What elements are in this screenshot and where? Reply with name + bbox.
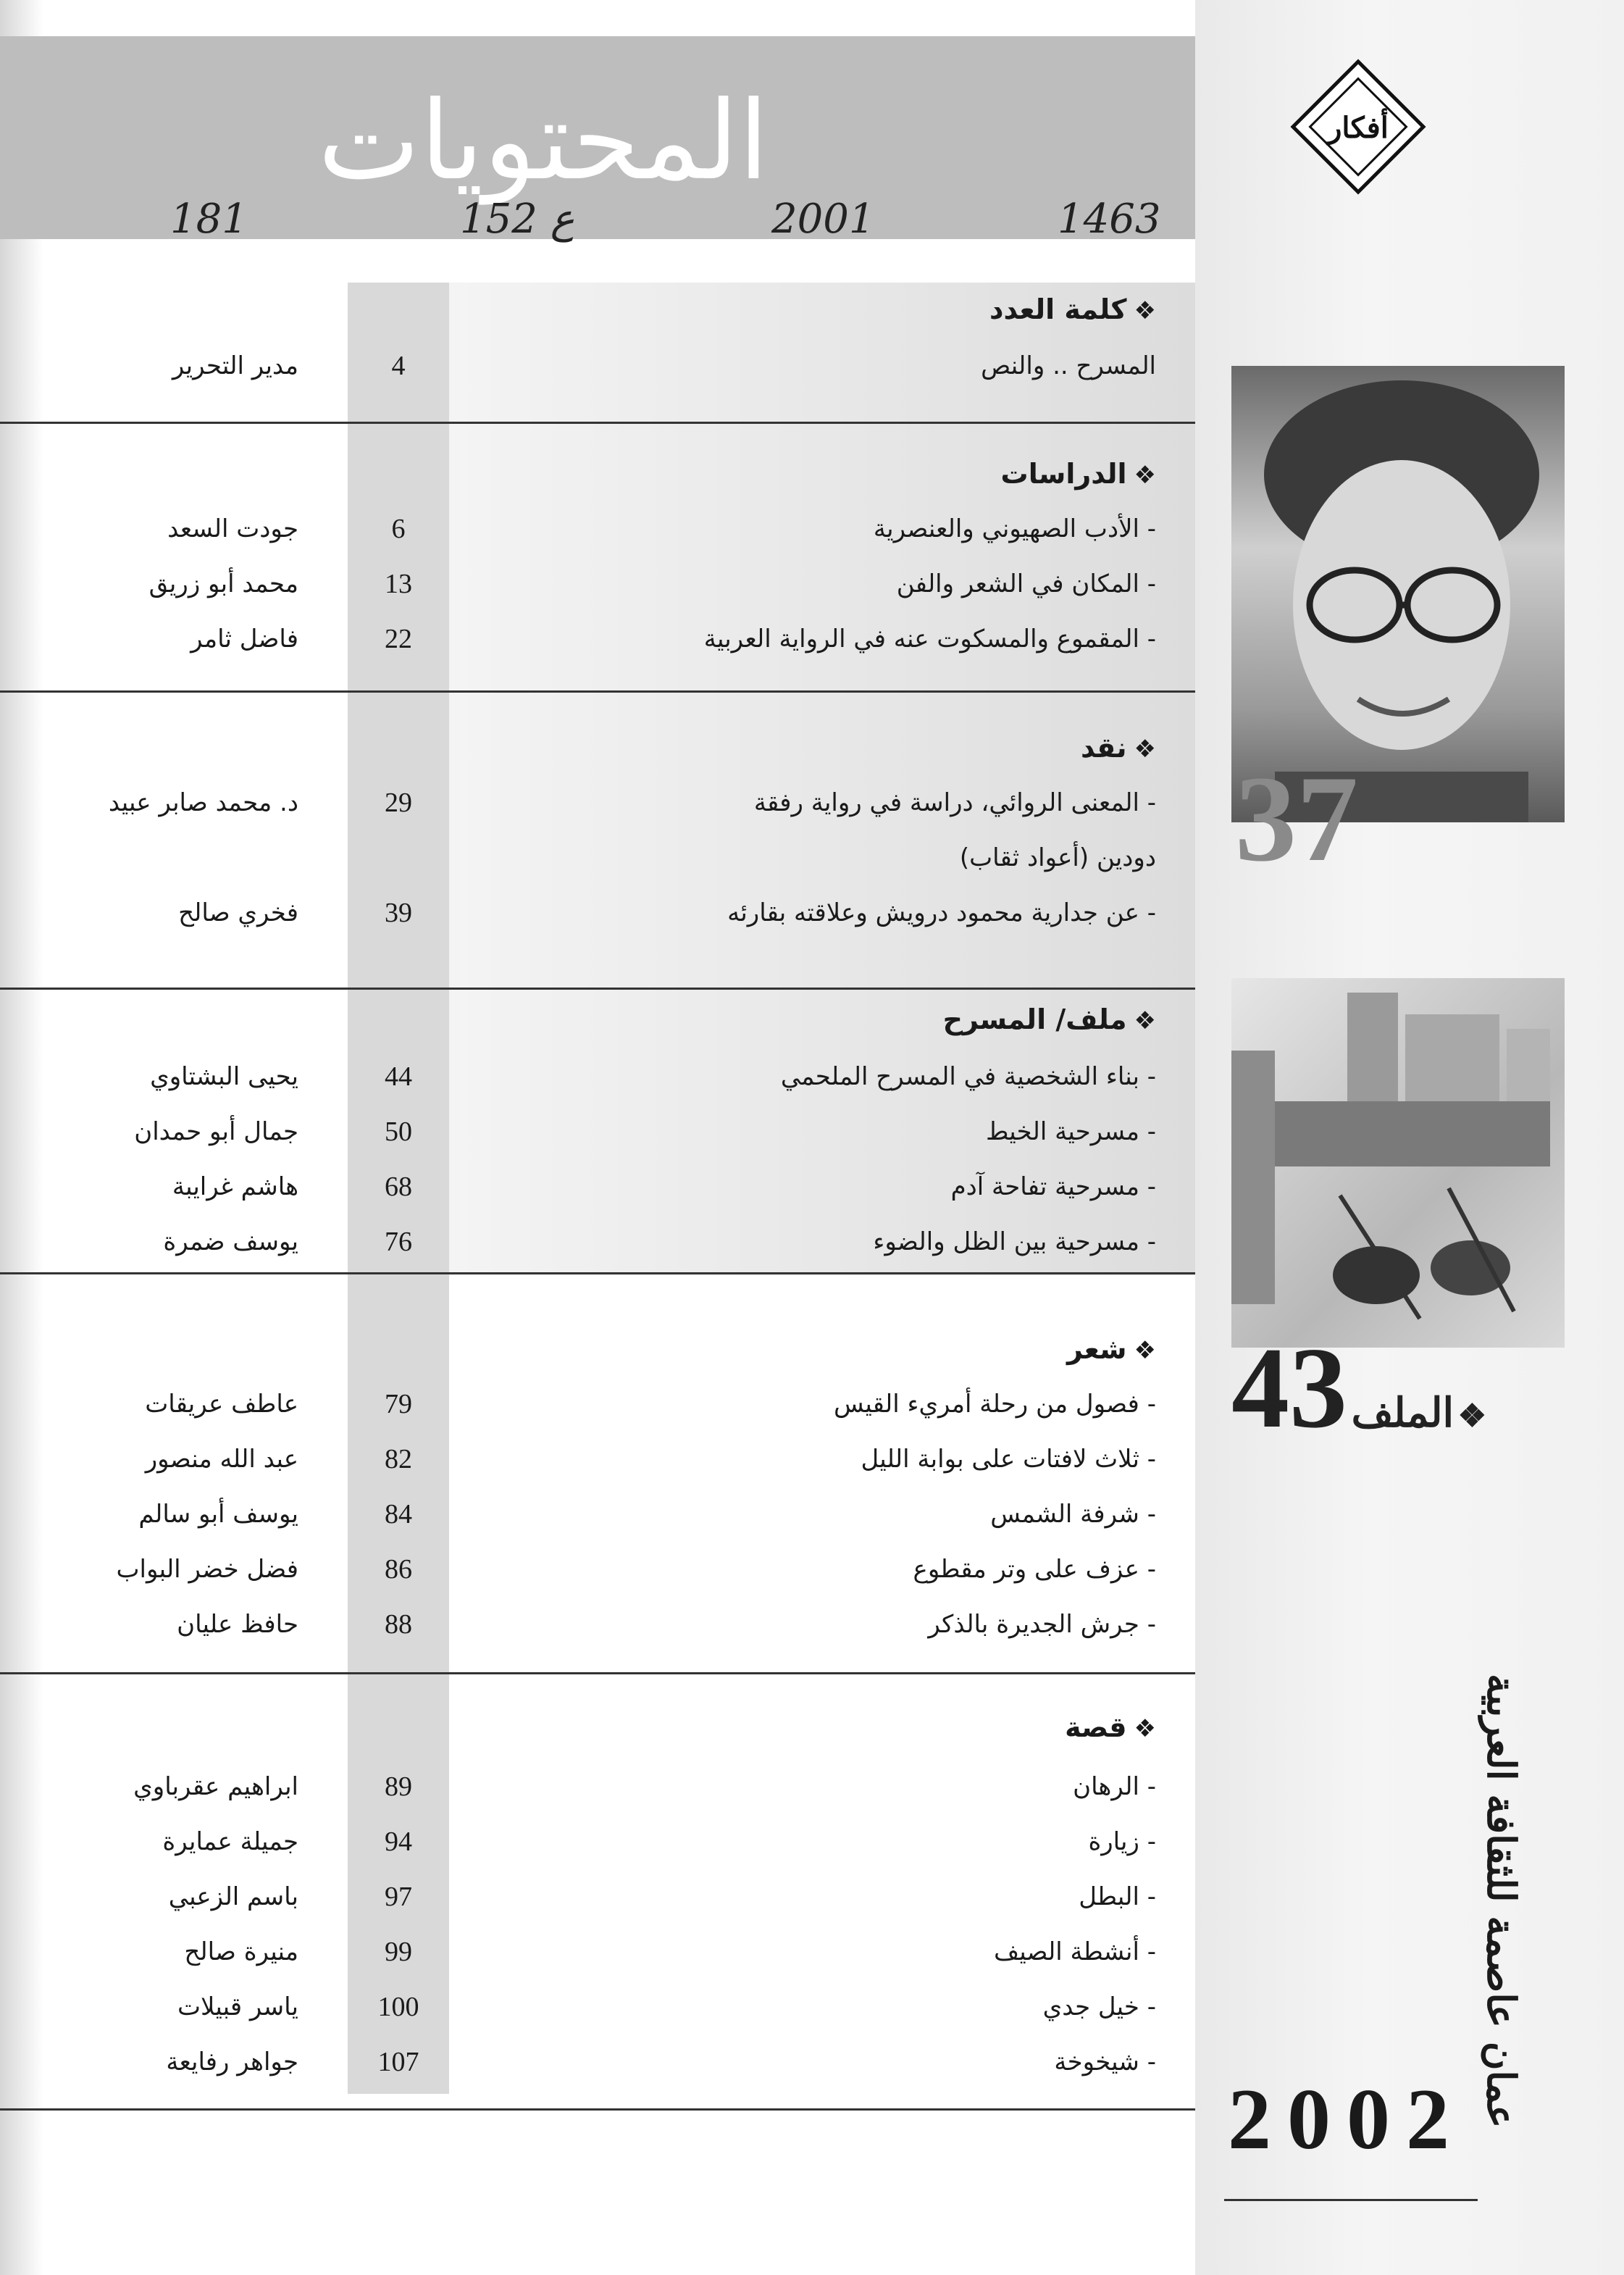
page-shadow	[0, 0, 43, 2275]
toc-item-author: عبد الله منصور	[145, 1445, 298, 1474]
toc-item-author: د. محمد صابر عبيد	[108, 788, 298, 817]
toc-item-title: - مسرحية تفاحة آدم	[950, 1172, 1156, 1201]
toc-item-title: - البطل	[1079, 1882, 1156, 1911]
diamond-bullet-icon: ❖	[1134, 1714, 1156, 1743]
handwritten-note-1: 1463	[1058, 196, 1161, 243]
toc-item-page: 84	[385, 1499, 412, 1529]
toc-item-page: 99	[385, 1937, 412, 1967]
toc-item-title: - شيخوخة	[1054, 2048, 1156, 2076]
portrait-page-number: 37	[1235, 751, 1358, 887]
section-title-studies: ❖الدراسات	[1000, 458, 1156, 490]
section-divider	[0, 690, 1195, 693]
toc-item-page: 79	[385, 1389, 412, 1419]
toc-item-page: 68	[385, 1172, 412, 1202]
toc-item-title: المسرح .. والنص	[981, 351, 1156, 380]
toc-item-page: 97	[385, 1882, 412, 1912]
toc-item-page: 76	[385, 1227, 412, 1257]
toc-item-author: حافظ عليان	[177, 1610, 298, 1639]
handwritten-note-3: ع 152	[460, 196, 575, 243]
toc-item-title: - بناء الشخصية في المسرح الملحمي	[780, 1062, 1156, 1091]
magazine-logo	[1289, 58, 1427, 196]
toc-item-author: مدير التحرير	[172, 351, 298, 380]
toc-item-title: - جرش الجديرة بالذكر	[928, 1610, 1156, 1639]
toc-item-page: 86	[385, 1554, 412, 1585]
toc-item-title: - زيارة	[1088, 1827, 1156, 1856]
toc-item-author: منيرة صالح	[184, 1937, 298, 1966]
toc-item-page: 89	[385, 1771, 412, 1802]
section-divider	[0, 1272, 1195, 1274]
section-divider	[0, 422, 1195, 424]
section-title-poetry: ❖شعر	[1067, 1333, 1156, 1365]
toc-item-title-continued: دودين (أعواد ثقاب)	[959, 843, 1156, 872]
toc-item-title: - المعنى الروائي، دراسة في رواية رفقة	[753, 788, 1156, 817]
toc-item-title: - شرفة الشمس	[990, 1500, 1156, 1529]
section-title-stories: ❖قصة	[1065, 1711, 1156, 1743]
toc-item-author: فخري صالح	[178, 898, 298, 927]
toc-item-author: يحيى البشتاوي	[150, 1062, 298, 1091]
toc-item-page: 39	[385, 898, 412, 928]
diamond-bullet-icon: ❖	[1134, 735, 1156, 764]
handwritten-note-4: 181	[170, 196, 248, 243]
toc-item-title: - مسرحية الخيط	[986, 1117, 1156, 1146]
toc-item-page: 29	[385, 788, 412, 818]
diamond-bullet-icon: ❖	[1457, 1398, 1487, 1435]
section-divider	[0, 988, 1195, 990]
toc-item-author: محمد أبو زريق	[148, 569, 298, 598]
section-title-editorial: ❖كلمة العدد	[989, 293, 1156, 325]
file-page-number: 43	[1231, 1323, 1347, 1452]
toc-item-author: جودت السعد	[167, 514, 298, 543]
toc-item-title: - الأدب الصهيوني والعنصرية	[873, 514, 1156, 543]
toc-item-author: يوسف ضمرة	[163, 1227, 298, 1256]
toc-item-author: جميلة عمايرة	[162, 1827, 298, 1856]
toc-item-author: فاضل ثامر	[191, 625, 298, 654]
sidebar-rule	[1224, 2199, 1478, 2201]
toc-item-page: 94	[385, 1827, 412, 1857]
toc-item-page: 100	[377, 1992, 419, 2022]
page-title: المحتويات	[317, 78, 769, 204]
section-divider	[0, 1672, 1195, 1674]
section-title-criticism: ❖نقد	[1080, 732, 1156, 764]
toc-item-author: ياسر قبيلات	[177, 1992, 298, 2021]
toc-item-page: 82	[385, 1444, 412, 1474]
toc-item-author: فضل خضر البواب	[116, 1555, 298, 1584]
toc-item-title: - مسرحية بين الظل والضوء	[873, 1227, 1156, 1256]
year-label: 2002	[1228, 2071, 1465, 2167]
toc-item-page: 50	[385, 1116, 412, 1147]
toc-item-title: - عن جدارية محمود درويش وعلاقته بقارئه	[727, 898, 1156, 927]
toc-item-title: - المكان في الشعر والفن	[896, 569, 1156, 598]
toc-item-page: 22	[385, 624, 412, 654]
section-divider	[0, 2108, 1195, 2111]
toc-item-author: جواهر رفايعة	[166, 2048, 298, 2076]
toc-item-author: عاطف عريقات	[145, 1390, 298, 1419]
toc-item-title: - خيل جدي	[1042, 1992, 1156, 2021]
toc-item-title: - الرهان	[1073, 1772, 1156, 1801]
toc-item-author: جمال أبو حمدان	[134, 1117, 298, 1146]
toc-item-page: 13	[385, 569, 412, 599]
toc-item-title: - ثلاث لافتات على بوابة الليل	[861, 1445, 1156, 1474]
diamond-bullet-icon: ❖	[1134, 296, 1156, 325]
handwritten-note-2: 2001	[771, 196, 875, 243]
section-title-theatre-file: ❖ملف/ المسرح	[942, 1003, 1156, 1035]
toc-item-author: باسم الزعبي	[168, 1882, 298, 1911]
toc-item-page: 107	[377, 2047, 419, 2077]
toc-item-title: - أنشطة الصيف	[994, 1937, 1156, 1966]
file-label	[1231, 1323, 1487, 1452]
logo-text: أفكار	[1328, 111, 1389, 145]
theatre-illustration	[1231, 978, 1565, 1348]
toc-item-author: ابراهيم عقرباوي	[133, 1772, 298, 1801]
toc-item-page: 6	[391, 514, 406, 544]
diamond-bullet-icon: ❖	[1134, 1006, 1156, 1035]
file-word: الملف	[1351, 1389, 1455, 1437]
amman-cultural-capital-text: عمان عاصمة للثقافة العربية	[1478, 1674, 1525, 2129]
toc-item-page: 44	[385, 1061, 412, 1092]
toc-item-page: 4	[391, 351, 406, 381]
toc-item-title: - المقموع والمسكوت عنه في الرواية العربية	[703, 625, 1156, 654]
toc-item-title: - عزف على وتر مقطوع	[913, 1555, 1156, 1584]
toc-item-title: - فصول من رحلة أمريء القيس	[834, 1390, 1156, 1419]
toc-item-author: يوسف أبو سالم	[138, 1500, 298, 1529]
diamond-bullet-icon: ❖	[1134, 461, 1156, 490]
toc-item-author: هاشم غرايبة	[172, 1172, 298, 1201]
diamond-bullet-icon: ❖	[1134, 1336, 1156, 1365]
illustration-drawing	[1231, 978, 1565, 1348]
toc-item-page: 88	[385, 1609, 412, 1640]
